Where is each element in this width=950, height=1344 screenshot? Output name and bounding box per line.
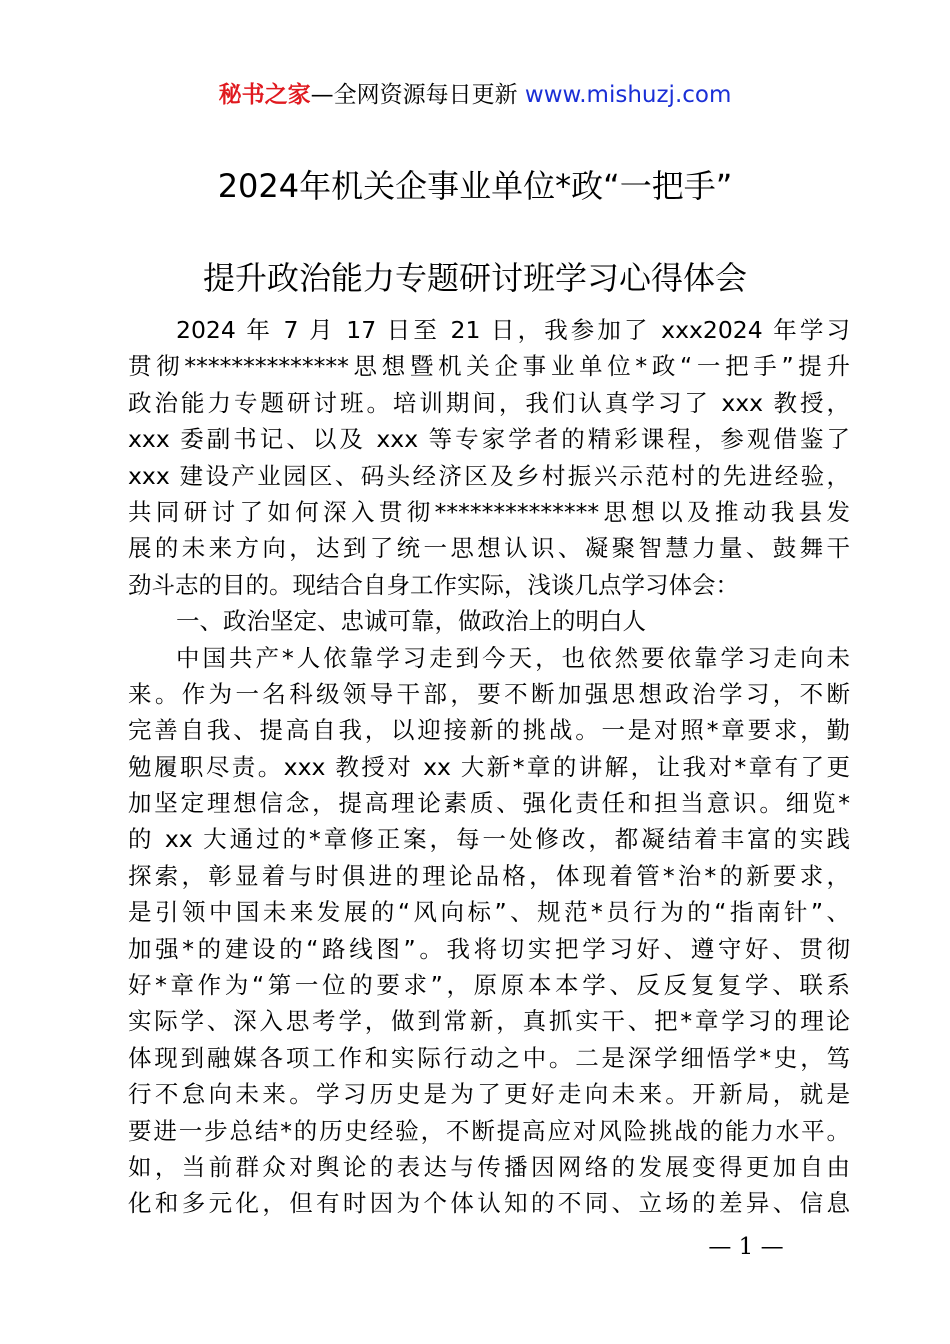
body-line: 实际学、深入思考学，做到常新，真抓实干、把*章学习的理论 bbox=[128, 1007, 850, 1036]
body-line: 好*章作为“第一位的要求”，原原本本学、反反复复学、联系 bbox=[128, 971, 850, 1000]
site-watermark-header bbox=[0, 80, 950, 110]
body-line: 如，当前群众对舆论的表达与传播因网络的发展变得更加自由 bbox=[128, 1152, 850, 1181]
document-title-line-2: 提升政治能力专题研讨班学习心得体会 bbox=[202, 259, 747, 297]
body-line: xxx 建设产业园区、码头经济区及乡村振兴示范村的先进经验， bbox=[128, 461, 850, 490]
body-line: 要进一步总结*的历史经验，不断提高应对风险挑战的能力水平。 bbox=[128, 1116, 850, 1145]
body-line: 是引领中国未来发展的“风向标”、规范*员行为的“指南针”、 bbox=[128, 898, 850, 927]
body-line: 加强*的建设的“路线图”。我将切实把学习好、遵守好、贯彻 bbox=[128, 934, 850, 963]
body-line: 体现到融媒各项工作和实际行动之中。二是深学细悟学*史，笃 bbox=[128, 1043, 850, 1072]
section-heading: 一、政治坚定、忠诚可靠，做政治上的明白人 bbox=[176, 607, 646, 636]
body-line: 贯彻**************思想暨机关企事业单位*政“一把手”提升 bbox=[128, 352, 850, 381]
body-line: 政治能力专题研讨班。培训期间，我们认真学习了 xxx 教授， bbox=[128, 388, 850, 417]
body-line: 探索，彰显着与时俱进的理论品格，体现着管*治*的新要求， bbox=[128, 861, 850, 890]
body-line: 完善自我、提高自我，以迎接新的挑战。一是对照*章要求，勤 bbox=[128, 716, 850, 745]
body-line: 加坚定理想信念，提高理论素质、强化责任和担当意识。细览* bbox=[128, 789, 850, 818]
body-line: 勉履职尽责。xxx 教授对 xx 大新*章的讲解，让我对*章有了更 bbox=[128, 752, 850, 781]
body-line: 共同研讨了如何深入贯彻**************思想以及推动我县发 bbox=[128, 497, 850, 526]
body-line: 来。作为一名科级领导干部，要不断加强思想政治学习，不断 bbox=[128, 679, 850, 708]
site-url: www.mishuzj.com bbox=[524, 82, 732, 108]
page-number: — 1 — bbox=[708, 1234, 784, 1260]
document-title-line-1: 2024年机关企事业单位*政“一把手” bbox=[217, 167, 733, 205]
body-line: 化和多元化，但有时因为个体认知的不同、立场的差异、信息 bbox=[128, 1189, 850, 1218]
body-line: 行不怠向未来。学习历史是为了更好走向未来。开新局，就是 bbox=[128, 1080, 850, 1109]
document-body bbox=[128, 312, 850, 1222]
body-line: xxx 委副书记、以及 xxx 等专家学者的精彩课程，参观借鉴了 bbox=[128, 425, 850, 454]
body-line: 2024 年 7 月 17 日至 21 日，我参加了 xxx2024 年学习 bbox=[176, 316, 850, 344]
body-line: 的 xx 大通过的*章修正案，每一处修改，都凝结着丰富的实践 bbox=[128, 825, 850, 854]
site-tagline: —全网资源每日更新 bbox=[310, 82, 525, 108]
body-line: 展的未来方向，达到了统一思想认识、凝聚智慧力量、鼓舞干 bbox=[128, 534, 850, 563]
site-brand: 秘书之家 bbox=[218, 82, 311, 108]
body-line: 中国共产*人依靠学习走到今天，也依然要依靠学习走向未 bbox=[176, 643, 850, 672]
body-line: 劲斗志的目的。现结合自身工作实际，浅谈几点学习体会： bbox=[128, 570, 739, 599]
